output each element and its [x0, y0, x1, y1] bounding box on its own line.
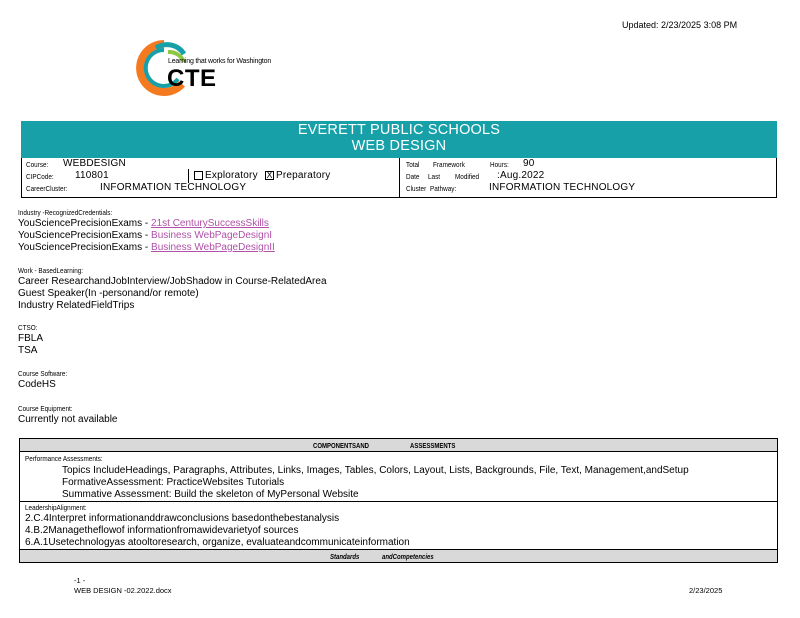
- title-banner: [21, 121, 777, 158]
- performance-label: Performance Assessments:: [25, 454, 103, 463]
- leadership-item: 2.C.4Interpret informationanddrawconclusions basedonthebestanalysis: [25, 513, 340, 524]
- cluster-label: Cluster: [406, 184, 427, 193]
- course-value: WEBDESIGN: [63, 158, 126, 169]
- components-heading-bar: [19, 438, 778, 452]
- footer-date: 2/23/2025: [689, 586, 723, 595]
- components-heading-left: COMPONENTSAND: [313, 441, 370, 450]
- framework-label: Framework: [433, 160, 465, 169]
- standards-heading-right: andCompetencies: [382, 552, 434, 561]
- pathway-value: INFORMATION TECHNOLOGY: [489, 182, 636, 193]
- leadership-item: 4.B.2Managetheflowof informationfromawidevarietyof sources: [25, 525, 299, 536]
- assessment-item: Summative Assessment: Build the skeleton of MyPersonal Website: [62, 489, 359, 500]
- course-title: WEB DESIGN: [351, 138, 447, 154]
- credentials-label: Industry -RecognizedCredentials:: [18, 208, 113, 217]
- cip-label: CIPCode:: [26, 172, 54, 181]
- wbl-item: Industry RelatedFieldTrips: [18, 300, 135, 311]
- hours-value: 90: [523, 158, 535, 169]
- credential-item: [18, 218, 269, 229]
- leadership-item: 6.A.1Usetechnologyas atooltoresearch, organize, evaluateandcommunicateinformation: [25, 537, 410, 548]
- career-cluster-value: INFORMATION TECHNOLOGY: [100, 182, 247, 193]
- info-divider-small: [188, 169, 189, 183]
- modified-value: :Aug.2022: [497, 170, 545, 181]
- wbl-item: Guest Speaker(In -personand/or remote): [18, 288, 199, 299]
- date-label: Date: [406, 172, 420, 181]
- info-divider: [399, 158, 400, 198]
- software-value: CodeHS: [18, 379, 56, 390]
- total-label: Total: [406, 160, 420, 169]
- cip-value: 110801: [75, 170, 109, 181]
- ctso-item: FBLA: [18, 333, 44, 344]
- wbl-label: Work - BasedLearning:: [18, 266, 84, 275]
- district-name: EVERETT PUBLIC SCHOOLS: [297, 122, 501, 138]
- pathway-label: Pathway:: [430, 184, 457, 193]
- credential-item: [18, 230, 272, 241]
- exploratory-label: Exploratory: [205, 170, 258, 181]
- ctso-label: CTSO:: [18, 323, 38, 332]
- logo-name: CTE: [167, 65, 217, 92]
- standards-heading-left: Standards: [330, 552, 360, 561]
- wbl-item: Career ResearchandJobInterview/JobShadow in Course-RelatedArea: [18, 276, 327, 287]
- credential-prefix: YouSciencePrecisionExams -: [18, 218, 152, 229]
- credential-item: [18, 242, 275, 253]
- last-label: Last: [428, 172, 441, 181]
- credential-link[interactable]: 21st CenturySuccessSkills: [151, 218, 269, 229]
- equipment-label: Course Equipment:: [18, 404, 73, 413]
- page-number: -1 -: [74, 576, 86, 585]
- credential-link[interactable]: Business WebPageDesignII: [151, 242, 275, 253]
- exploratory-checkbox[interactable]: [194, 171, 203, 180]
- course-label: Course:: [26, 160, 49, 169]
- career-cluster-label: CareerCluster:: [26, 184, 68, 193]
- standards-heading-bar: [19, 549, 778, 563]
- section-divider: [19, 501, 778, 502]
- assessment-item: Topics IncludeHeadings, Paragraphs, Attributes, Links, Images, Tables, Colors, Layout, Lists, Backgrounds, File, Text, Management,andSetup: [62, 465, 689, 476]
- updated-timestamp: Updated: 2/23/2025 3:08 PM: [622, 20, 738, 30]
- preparatory-label: Preparatory: [276, 170, 331, 181]
- components-heading-right: ASSESSMENTS: [410, 441, 456, 450]
- software-label: Course Software:: [18, 369, 68, 378]
- credential-prefix: YouSciencePrecisionExams -: [18, 242, 152, 253]
- preparatory-checkbox[interactable]: X: [266, 170, 273, 180]
- logo-tagline: Learning that works for Washington: [168, 58, 272, 65]
- hours-label: Hours:: [490, 160, 509, 169]
- leadership-label: LeadershipAlignment:: [25, 503, 87, 512]
- ctso-item: TSA: [18, 345, 38, 356]
- credential-link[interactable]: Business WebPageDesignI: [151, 230, 273, 241]
- equipment-value: Currently not available: [18, 414, 118, 425]
- cte-logo: [134, 38, 324, 98]
- assessment-item: FormativeAssessment: PracticeWebsites Tutorials: [62, 477, 285, 488]
- credential-prefix: YouSciencePrecisionExams -: [18, 230, 152, 241]
- footer-filename: WEB DESIGN -02.2022.docx: [74, 586, 172, 595]
- modified-label: Modified: [455, 172, 480, 181]
